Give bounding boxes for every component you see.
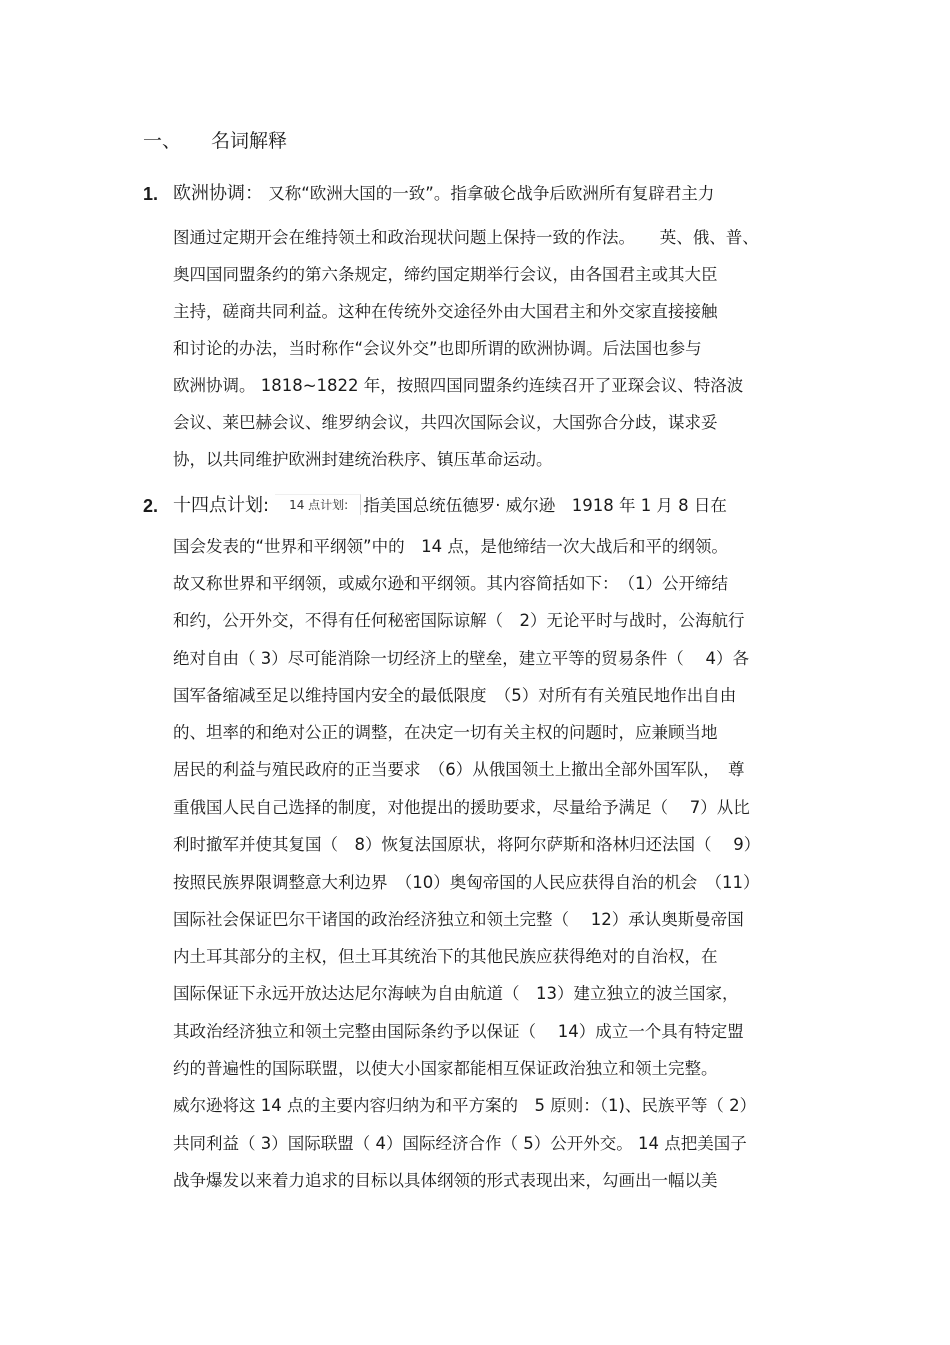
- item-1-line: [173, 183, 714, 205]
- item-1-line: 欧洲协调。 1818~1822 年，按照四国同盟条约连续召开了亚琛会议、特洛波: [173, 376, 744, 395]
- section-title: 名词解释: [211, 130, 288, 152]
- section-number: 一、: [143, 130, 182, 152]
- item-2-line: 居民的利益与殖民政府的正当要求 （6）从俄国领土上撤出全部外国军队， 尊: [173, 760, 745, 779]
- item-2-line: 国际社会保证巴尔干诸国的政治经济独立和领土完整（ 12）承认奥斯曼帝国: [173, 910, 744, 929]
- item-2-line: 绝对自由（ 3）尽可能消除一切经济上的壁垒，建立平等的贸易条件（ 4）各: [173, 649, 749, 668]
- item-2-line: 和约，公开外交，不得有任何秘密国际谅解（ 2）无论平时与战时，公海航行: [173, 611, 745, 630]
- item-1-number: 1.: [143, 184, 159, 204]
- item-2-line: 威尔逊将这 14 点的主要内容归纳为和平方案的 5 原则：（1)、民族平等（ 2）: [173, 1096, 757, 1115]
- item-2-inline-label: 14 点计划:: [275, 494, 361, 515]
- item-2-line: 国际保证下永远开放达达尼尔海峡为自由航道（ 13）建立独立的波兰国家，: [173, 984, 739, 1003]
- item-1-line: 协，以共同维护欧洲封建统治秩序、镇压革命运动。: [173, 450, 553, 469]
- item-2-term: 十四点计划:: [173, 495, 270, 516]
- item-1-text: 又称“欧洲大国的一致”。指拿破仑战争后欧洲所有复辟君主力: [268, 184, 715, 203]
- item-1-line: 和讨论的办法，当时称作“会议外交”也即所谓的欧洲协调。后法国也参与: [173, 339, 702, 358]
- item-2-text: 指美国总统伍德罗· 威尔逊 1918 年 1 月 8 日在: [363, 496, 727, 515]
- item-2-line: 利时撤军并使其复国（ 8）恢复法国原状，将阿尔萨斯和洛林归还法国（ 9）: [173, 835, 761, 854]
- item-2-line: 国军备缩减至足以维持国内安全的最低限度 （5）对所有有关殖民地作出自由: [173, 686, 737, 705]
- item-2-line: [173, 494, 727, 517]
- item-2-number: 2.: [143, 496, 159, 516]
- item-2-line: 其政治经济独立和领土完整由国际条约予以保证（ 14）成立一个具有特定盟: [173, 1022, 744, 1041]
- item-1-line: 图通过定期开会在维持领土和政治现状问题上保持一致的作法。 英、俄、普、: [173, 228, 759, 247]
- item-2-line: 按照民族界限调整意大利边界 （10）奥匈帝国的人民应获得自治的机会 （11）: [173, 873, 760, 892]
- item-1-term: 欧洲协调：: [173, 183, 263, 204]
- item-1-line: 会议、莱巴赫会议、维罗纳会议，共四次国际会议，大国弥合分歧，谋求妥: [173, 413, 718, 432]
- item-2-line: 战争爆发以来着力追求的目标以具体纲领的形式表现出来，勾画出一幅以美: [173, 1171, 718, 1190]
- item-2-line: 的、坦率的和绝对公正的调整，在决定一切有关主权的问题时，应兼顾当地: [173, 723, 718, 742]
- item-1-line: 奥四国同盟条约的第六条规定，缔约国定期举行会议，由各国君主或其大臣: [173, 265, 718, 284]
- item-2-line: 国会发表的“世界和平纲领”中的 14 点，是他缔结一次大战后和平的纲领。: [173, 537, 728, 556]
- item-2-line: 约的普遍性的国际联盟，以使大小国家都能相互保证政治独立和领土完整。: [173, 1059, 718, 1078]
- section-heading: [143, 128, 287, 154]
- item-2-line: 重俄国人民自己选择的制度，对他提出的援助要求，尽量给予满足（ 7）从比: [173, 798, 750, 817]
- item-2-line: 故又称世界和平纲领，或威尔逊和平纲领。其内容简括如下： （1）公开缔结: [173, 574, 728, 593]
- item-2-line: 共同利益（ 3）国际联盟（ 4）国际经济合作（ 5）公开外交。 14 点把美国子: [173, 1134, 747, 1153]
- item-2-line: 内土耳其部分的主权，但土耳其统治下的其他民族应获得绝对的自治权，在: [173, 947, 718, 966]
- item-1-line: 主持，磋商共同利益。这种在传统外交途径外由大国君主和外交家直接接触: [173, 302, 718, 321]
